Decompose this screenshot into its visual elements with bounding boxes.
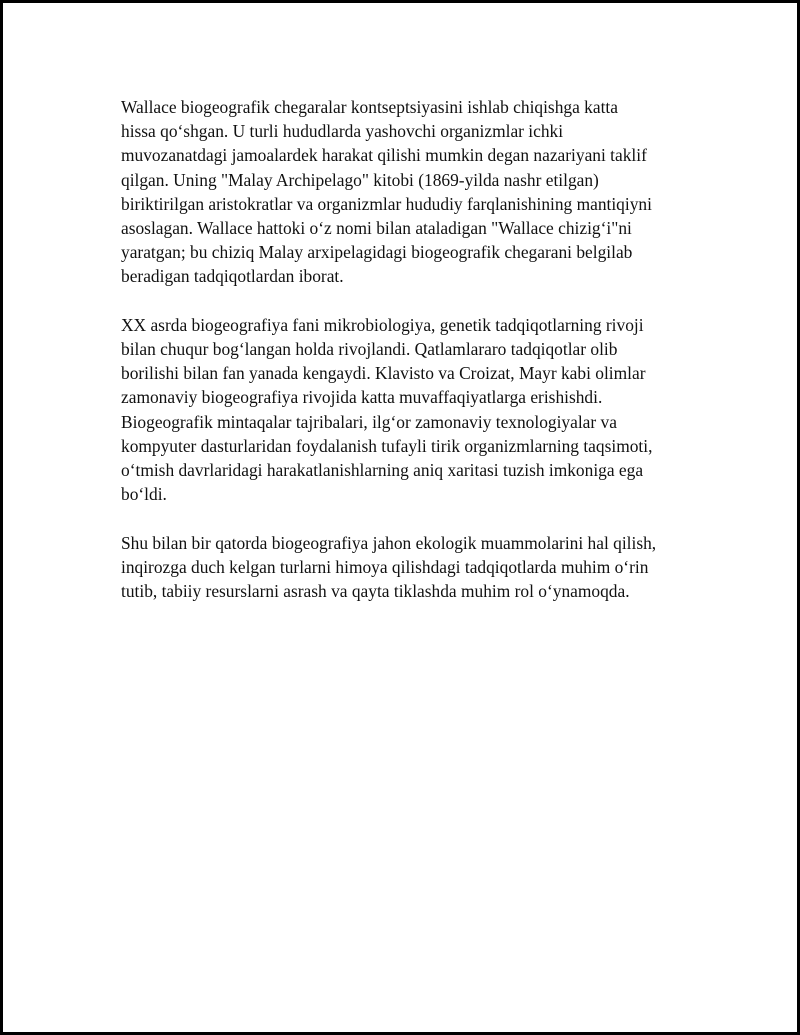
text-line: biriktirilgan aristokratlar va organizmlar hududiy farqlanishining mantiqiyni xyxy=(121,193,652,214)
text-line: o‘tmish davrlaridagi harakatlanishlarning aniq xaritasi tuzish imkoniga ega xyxy=(121,460,644,481)
text-line: beradigan tadqiqotlardan iborat. xyxy=(121,266,344,287)
document-body xyxy=(121,95,701,627)
paragraph-ecology xyxy=(121,531,701,604)
text-line: inqirozga duch kelgan turlarni himoya qilishdagi tadqiqotlarda muhim o‘rin xyxy=(121,556,649,577)
text-line: hissa qo‘shgan. U turli hududlarda yashovchi organizmlar ichki xyxy=(121,121,564,142)
text-line: bo‘ldi. xyxy=(121,484,167,505)
text-line: muvozanatdagi jamoalardek harakat qilishi mumkin degan nazariyani taklif xyxy=(121,145,647,166)
paragraph-wallace xyxy=(121,95,701,289)
paragraph-xx-century xyxy=(121,313,701,507)
text-line: borilishi bilan fan yanada kengaydi. Klavisto va Croizat, Mayr kabi olimlar xyxy=(121,363,646,384)
text-line: asoslagan. Wallace hattoki o‘z nomi bilan ataladigan "Wallace chizig‘i"ni xyxy=(121,218,632,239)
text-line: kompyuter dasturlaridan foydalanish tufayli tirik organizmlarning taqsimoti, xyxy=(121,435,653,456)
text-line: Wallace biogeografik chegaralar kontseptsiyasini ishlab chiqishga katta xyxy=(121,97,618,117)
text-line: zamonaviy biogeografiya rivojida katta muvaffaqiyatlarga erishishdi. xyxy=(121,387,603,408)
text-line: bilan chuqur bog‘langan holda rivojlandi. Qatlamlararo tadqiqotlar olib xyxy=(121,339,618,360)
text-line: tutib, tabiiy resurslarni asrash va qayta tiklashda muhim rol o‘ynamoqda. xyxy=(121,581,630,602)
text-line: qilgan. Uning "Malay Archipelago" kitobi (1869-yilda nashr etilgan) xyxy=(121,169,599,190)
text-line: Shu bilan bir qatorda biogeografiya jahon ekologik muammolarini hal qilish, xyxy=(121,532,657,553)
text-line: yaratgan; bu chiziq Malay arxipelagidagi biogeografik chegarani belgilab xyxy=(121,242,633,263)
text-line: XX asrda biogeografiya fani mikrobiologiya, genetik tadqiqotlarning rivoji xyxy=(121,314,644,335)
text-line: Biogeografik mintaqalar tajribalari, ilg‘or zamonaviy texnologiyalar va xyxy=(121,411,617,432)
